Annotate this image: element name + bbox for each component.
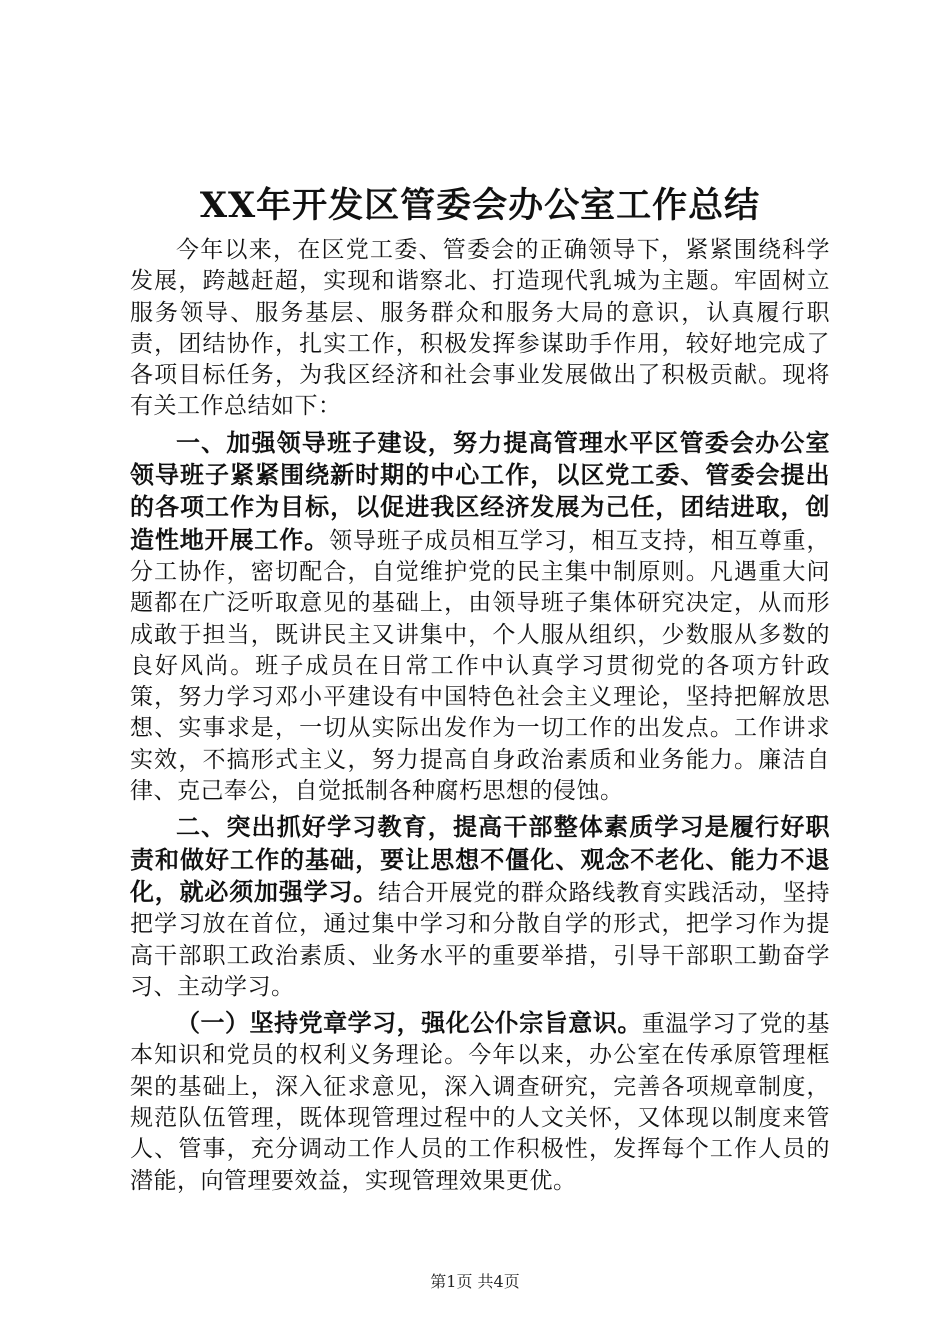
paragraph-section-2 — [130, 812, 830, 1003]
paragraph-text: 结合开展党的群众路线教育实践活动，坚持把学习放在首位，通过集中学习和分散自学的形式，把学习作为提高干部职工政治素质、业务水平的重要举措，引导干部职工勤奋学习、主动学习。 — [130, 879, 831, 1000]
paragraph-lead: 一、加强领导班子建设，努力提高管理水平区管委会办公室领导班子紧紧围绕新时期的中心工作，以区党工委、管委会提出的各项工作为目标，以促进我区经济发展为己任，团结进取，创造性地开展工作。 — [130, 428, 830, 554]
paragraph-subsection-1 — [130, 1008, 830, 1197]
paragraph-lead: 二、突出抓好学习教育，提高干部整体素质学习是履行好职责和做好工作的基础，要让思想不僵化、观念不老化、能力不退化，就必须加强学习。 — [130, 813, 830, 906]
paragraph-text: 今年以来，在区党工委、管委会的正确领导下，紧紧围绕科学发展，跨越赶超，实现和谐察北、打造现代乳城为主题。牢固树立服务领导、服务基层、服务群众和服务大局的意识，认真履行职责，团结协作，扎实工作，积极发挥参谋助手作用，较好地完成了各项目标任务，为我区经济和社会事业发展做出了积极贡献。现将有关工作总结如下： — [130, 237, 830, 420]
paragraph-lead: （一）坚持党章学习，强化公仆宗旨意识。 — [176, 1009, 642, 1038]
paragraph-text: 重温学习了党的基本知识和党员的权利义务理论。今年以来，办公室在传承原管理框架的基础上，深入征求意见，深入调查研究，完善各项规章制度，规范队伍管理，既体现管理过程中的人文关怀，又体现以制度来管人、管事，充分调动工作人员的工作积极性，发挥每个工作人员的潜能，向管理要效益，实现管理效果更优。 — [130, 1011, 831, 1194]
paragraph-section-1 — [130, 428, 830, 808]
document-body — [130, 234, 830, 1197]
page-title: XX年开发区管委会办公室工作总结 — [199, 185, 761, 226]
paragraph-text: 领导班子成员相互学习，相互支持，相互尊重，分工协作，密切配合，自觉维护党的民主集中制原则。凡遇重大问题都在广泛听取意见的基础上，由领导班子集体研究决定，从而形成敢于担当，既讲民主又讲集中，个人服从组织，少数服从多数的良好风尚。班子成员在日常工作中认真学习贯彻党的各项方针政策，努力学习邓小平建设有中国特色社会主义理论，坚持把解放思想、实事求是，一切从实际出发作为一切工作的出发点。工作讲求实效，不搞形式主义，努力提高自身政治素质和业务能力。廉洁自律、克己奉公，自觉抵制各种腐朽思想的侵蚀。 — [130, 527, 830, 805]
paragraph-intro — [130, 234, 830, 423]
page-number-footer: 第1页 共4页 — [430, 1272, 520, 1291]
